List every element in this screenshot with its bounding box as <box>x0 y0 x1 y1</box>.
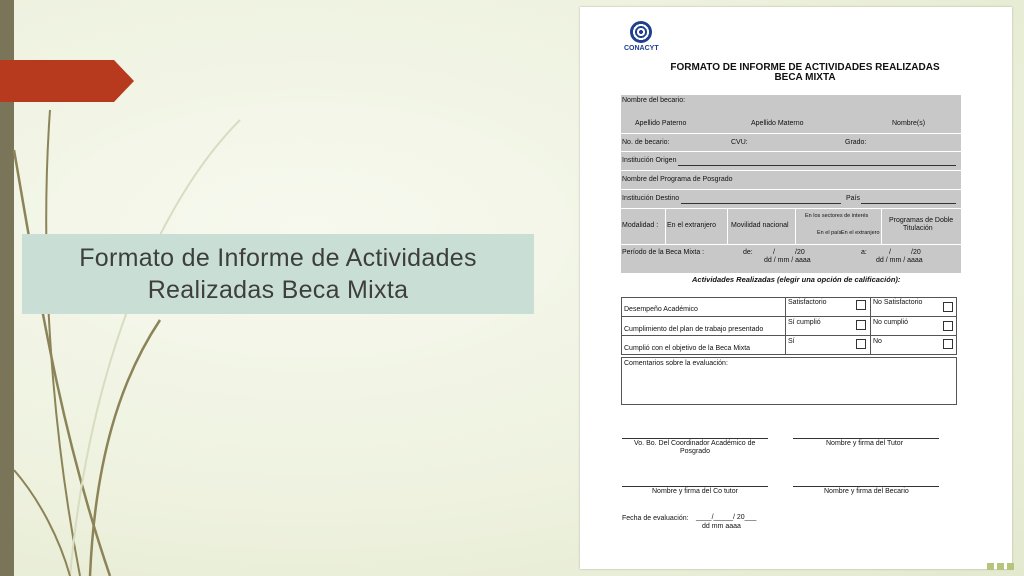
field-movilidad-nacional: Movilidad nacional <box>731 222 789 229</box>
signature-becario: Nombre y firma del Becario <box>824 488 909 495</box>
eval-row-label: Cumplimiento del plan de trabajo presentado <box>624 326 764 333</box>
fecha-evaluacion-label: Fecha de evaluación: <box>622 515 689 522</box>
checkbox <box>856 339 866 349</box>
field-de: de: <box>743 249 753 256</box>
field-periodo: Período de la Beca Mixta : <box>622 249 705 256</box>
eval-option-2: No <box>873 338 882 345</box>
form-title-line-1: FORMATO DE INFORME DE ACTIVIDADES REALIZADAS <box>670 62 940 73</box>
field-nombre-becario: Nombre del becario: <box>622 97 686 104</box>
field-institucion-origen: Institución Origen <box>622 157 677 164</box>
eval-option-1: Sí cumplió <box>788 319 821 326</box>
field-a: a: <box>861 249 867 256</box>
signature-coordinador-l2: Posgrado <box>680 448 710 455</box>
field-nombres: Nombre(s) <box>892 120 926 127</box>
decorative-dots <box>987 563 1014 570</box>
checkbox <box>943 302 953 312</box>
field-apellido-paterno: Apellido Paterno <box>635 120 687 127</box>
field-en-extranjero: En el extranjero <box>667 222 717 229</box>
field-cvu: CVU: <box>731 139 748 146</box>
field-programas-doble-l1: Programas de Doble <box>889 217 954 224</box>
field-pais: País <box>846 195 861 202</box>
field-a-format: dd / mm / aaaa <box>876 257 923 264</box>
comentarios-label: Comentarios sobre la evaluación: <box>624 360 728 367</box>
actividades-title: Actividades Realizadas (elegir una opción de calificación): <box>692 275 901 284</box>
accent-arrow-tab <box>0 60 134 102</box>
form-title-line-2: BECA MIXTA <box>774 72 836 83</box>
becario-info-section <box>621 95 961 273</box>
eval-row-label: Desempeño Académico <box>624 306 698 313</box>
evaluation-row <box>621 297 957 317</box>
signature-cotutor: Nombre y firma del Co tutor <box>652 488 738 495</box>
slide-title-box <box>22 234 534 314</box>
field-institucion-destino: Institución Destino <box>622 195 680 202</box>
field-en-pais: En el país <box>817 230 842 236</box>
evaluation-row <box>621 316 957 336</box>
fecha-evaluacion-value: ____/_____/ 20___ <box>696 514 757 521</box>
signature-coordinador-l1: Vo. Bo. Del Coordinador Académico de <box>634 440 756 447</box>
checkbox <box>943 339 953 349</box>
signature-tutor: Nombre y firma del Tutor <box>826 440 904 447</box>
field-modalidad: Modalidad : <box>622 222 659 229</box>
checkbox <box>943 321 953 331</box>
slide-title-line-1: Formato de Informe de Actividades <box>79 244 477 272</box>
field-de-slash: / <box>773 249 775 256</box>
eval-option-2: No Satisfactorio <box>873 299 923 306</box>
eval-row-label: Cumplió con el objetivo de la Beca Mixta <box>624 345 751 352</box>
comentarios-box <box>621 357 957 405</box>
field-en-el-extranjero: En el extranjero <box>841 230 880 236</box>
conacyt-logo <box>624 21 658 52</box>
field-de-veinte: /20 <box>795 249 805 256</box>
logo-text: CONACYT <box>624 45 659 52</box>
form-document-image <box>580 7 1012 569</box>
eval-option-1: Satisfactorio <box>788 299 827 306</box>
field-a-veinte: /20 <box>911 249 921 256</box>
slide-title-line-2: Realizadas Beca Mixta <box>147 276 409 304</box>
checkbox <box>856 300 866 310</box>
evaluation-row <box>621 335 957 355</box>
field-a-slash: / <box>889 249 891 256</box>
field-de-format: dd / mm / aaaa <box>764 257 811 264</box>
form-title <box>620 63 990 83</box>
checkbox <box>856 320 866 330</box>
field-apellido-materno: Apellido Materno <box>751 120 804 127</box>
field-grado: Grado: <box>845 139 867 146</box>
eval-option-2: No cumplió <box>873 319 909 326</box>
field-sectores-interes: En los sectores de interés <box>805 213 869 219</box>
fecha-evaluacion-format: dd mm aaaa <box>702 523 741 530</box>
field-programa-posgrado: Nombre del Programa de Posgrado <box>622 176 733 183</box>
conacyt-logo-icon <box>630 21 652 43</box>
eval-option-1: Sí <box>788 338 795 345</box>
field-programas-doble-l2: Titulación <box>903 225 933 232</box>
field-no-becario: No. de becario: <box>622 139 670 146</box>
